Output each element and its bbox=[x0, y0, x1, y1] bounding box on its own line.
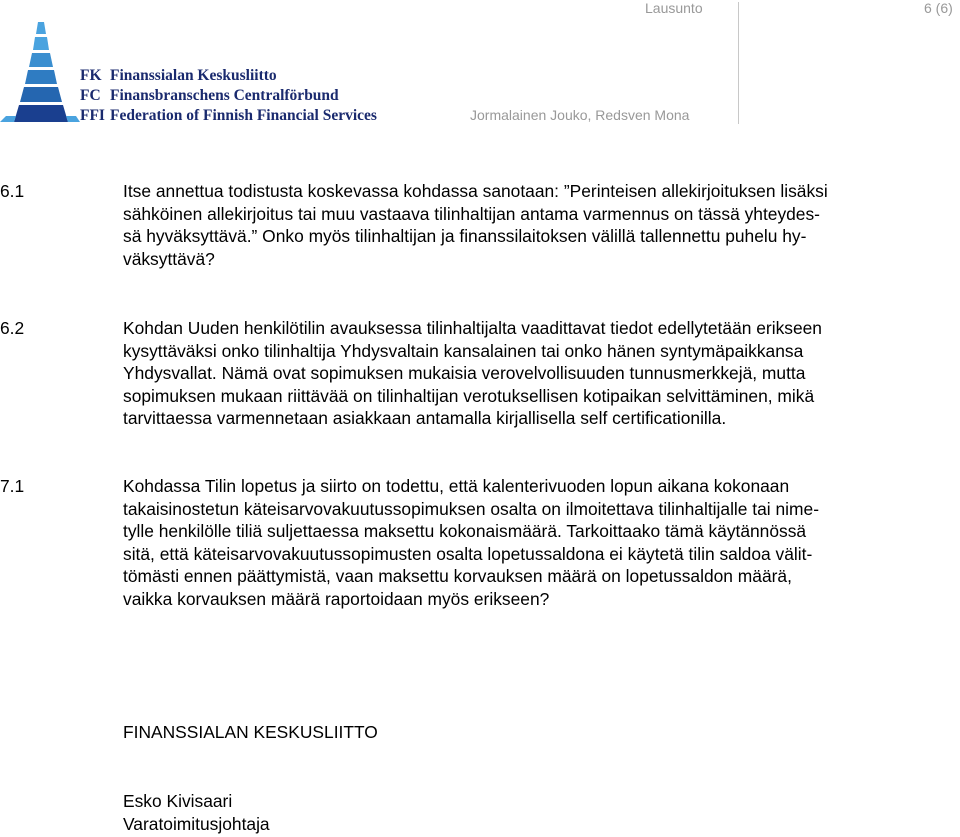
section-text: Itse annettua todistusta koskevassa kohdassa sanotaan: ”Perinteisen allekirjoituksen lisäksi sähköinen allekirjoitus tai muu vastaava tilinhaltijan antama varmennus on tässä yhteydes- sä hyväksyttävä.” Onko myös tilinhaltijan ja finanssilaitoksen välillä tallennettu puhelu hy- väksyttävä? bbox=[123, 181, 828, 269]
triangle-logo-icon bbox=[0, 20, 80, 126]
organization-logo bbox=[0, 20, 400, 130]
logo-line-ffi: FFI Federation of Finnish Financial Services bbox=[80, 107, 377, 124]
section-text: Kohdan Uuden henkilötilin avauksessa tilinhaltijalta vaadittavat tiedot edellytetään erikseen kysyttäväksi onko tilinhaltija Yhdysvaltain kansalainen tai onko hänen syntymäpaikkansa Yhdysvallat. Nämä ovat sopimuksen mukaisia verovelvollisuuden tunnusmerkkejä, mutta sopimuksen mukaan riittävää on tilinhaltijan verotuksellisen kotipaikan selvittäminen, mikä tarvittaessa varmennetaan asiakkaan antamalla kirjallisella self certificationilla. bbox=[123, 318, 822, 428]
page-number: 6 (6) bbox=[924, 0, 953, 16]
logo-line-fc: FC Finansbranschens Centralförbund bbox=[80, 87, 339, 104]
signature-organization: FINANSSIALAN KESKUSLIITTO bbox=[123, 722, 378, 742]
section-text: Kohdassa Tilin lopetus ja siirto on todettu, että kalenterivuoden lopun aikana kokonaan takaisinostetun käteisarvovakuutussopimuksen osalta on ilmoitettava tilinhaltijalle tai nime- tylle henkilölle tiliä suljettaessa maksettu kokonaismäärä. Tarkoittaako tämä käytännössä sitä, että käteisarvovakuutussopimusten osalta lopetussaldona ei käytetä tilin saldoa välit- tömästi ennen päättymistä, vaan maksettu korvauksen määrä on lopetussaldon määrä, vaikka korvauksen määrä raportoidaan myös erikseen? bbox=[123, 476, 819, 609]
signer-title: Varatoimitusjohtaja bbox=[123, 814, 270, 834]
section-number: 6.1 bbox=[0, 181, 25, 201]
document-type-label: Lausunto bbox=[645, 0, 703, 16]
signer-name: Esko Kivisaari bbox=[123, 791, 233, 811]
section-number: 7.1 bbox=[0, 476, 25, 496]
document-authors: Jormalainen Jouko, Redsven Mona bbox=[470, 107, 690, 123]
logo-line-fk: FK Finanssialan Keskusliitto bbox=[80, 67, 277, 84]
header-divider bbox=[738, 2, 739, 124]
section-number: 6.2 bbox=[0, 318, 25, 338]
